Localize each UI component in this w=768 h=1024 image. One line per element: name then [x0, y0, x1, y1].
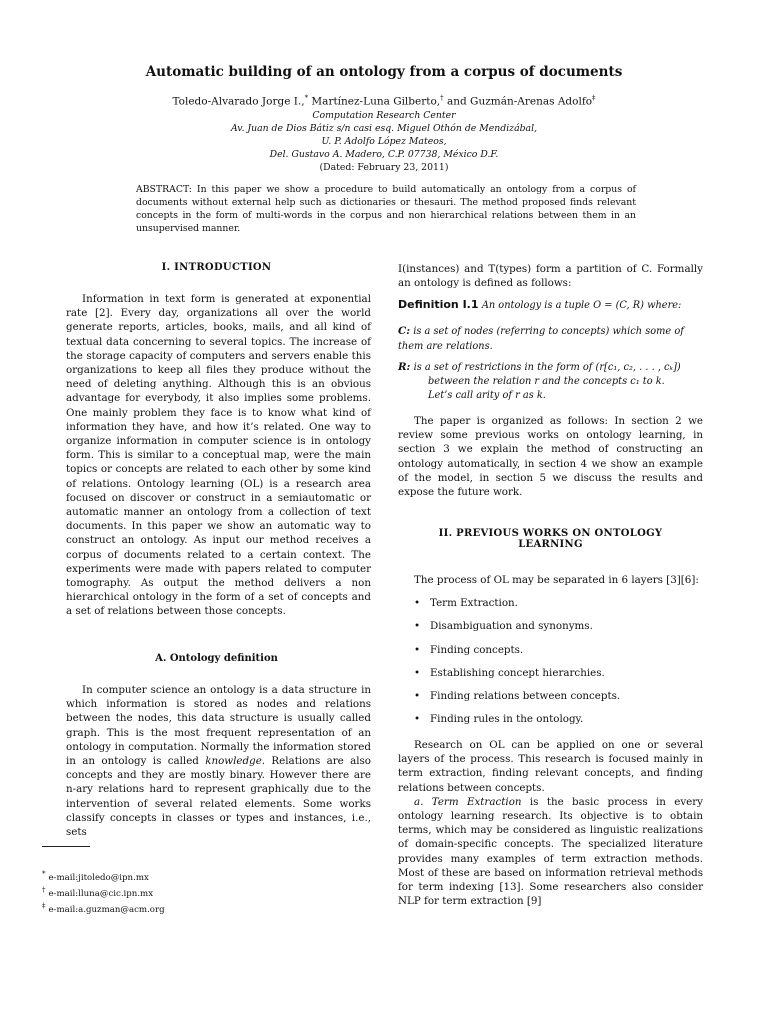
ontdef-knowledge: knowledge: [205, 755, 262, 768]
organization-paragraph: The paper is organized as follows: In section 2 we review some previous works on ontology learning, in section 3 we explain the method of constructing an ontology automatically, in section 4 we show an example of the model, in section 5 we discuss the results and expose the future work.: [398, 415, 703, 499]
author-list: [0, 94, 768, 108]
section-heading-previous-works: II. PREVIOUS WORKS ON ONTOLOGY LEARNING: [438, 528, 663, 550]
list-item: • Establishing concept hierarchies.: [414, 666, 605, 679]
affiliation-line: Del. Gustavo A. Madero, C.P. 07738, México D.F.: [269, 149, 499, 160]
list-item: • Finding concepts.: [414, 643, 524, 656]
layers-intro: The process of OL may be separated in 6 layers [3][6]:: [414, 574, 699, 586]
footnote-rule: [42, 846, 90, 847]
author-2: Martínez-Luna Gilberto,: [308, 95, 441, 108]
list-item: • Disambiguation and synonyms.: [414, 620, 593, 633]
layers-list: [414, 597, 719, 737]
affiliation-line: U. P. Adolfo López Mateos,: [321, 136, 447, 147]
list-item: • Finding rules in the ontology.: [414, 713, 584, 726]
dated-line: (Dated: February 23, 2011): [319, 162, 449, 173]
definition-block: [398, 298, 708, 313]
subsection-heading-ontology-definition: A. Ontology definition: [155, 653, 278, 664]
ontdef-text-1: In computer science an ontology is a data structure in which information is stored as nodes and relations between the nodes, this data structure is usually called graph. This is the most frequent representation of an ontology in computation. Normally the information stored in an ontology is called: [66, 684, 371, 768]
introduction-paragraph: [66, 292, 371, 619]
author-1: Toledo-Alvarado Jorge I.,: [172, 95, 305, 108]
definition-text: An ontology is a tuple O = (C, R) where:: [481, 300, 682, 311]
affiliation-line: Computation Research Center: [312, 110, 456, 121]
affiliation-line: Av. Juan de Dios Bátiz s/n casi esq. Miguel Othón de Mendizábal,: [230, 123, 538, 134]
ontology-definition-paragraph: [66, 683, 371, 839]
footnote: * e-mail:jitoledo@ipn.mx: [42, 870, 149, 883]
definition-c: C: is a set of nodes (referring to concepts) which some of them are relations.: [398, 325, 684, 353]
footnote: ‡ e-mail:a.guzman@acm.org: [42, 901, 165, 915]
paper-title: Automatic building of an ontology from a corpus of documents: [145, 64, 623, 80]
ontdef-text-2: . Relations are also concepts and they are mostly binary. However there are n-ary relations hard to represent graphically due to the intervention of several related elements. Some works classify concepts in classes or types and instances, i.e., sets: [66, 755, 371, 839]
term-extraction-text: is the basic process in every ontology learning research. Its objective is to obtain terms, which may be considered as linguistic realizations of domain-specific concepts. The specialized literature provides many examples of term extraction methods. Most of these are based on information retrieval methods for term indexing [13]. Some researchers also consider NLP for term extraction [9]: [398, 795, 703, 908]
definition-r: R: is a set of restrictions in the form of (r[c₁, c₂, . . . , cₖ]) between the relation r and the concepts c₁ to k. Let’s call arity of r as k.: [398, 361, 681, 402]
footnotes: [42, 868, 282, 916]
author-3: and Guzmán-Arenas Adolfo: [443, 95, 593, 108]
author-2-mark: †: [440, 94, 444, 102]
author-3-mark: ‡: [592, 94, 596, 102]
research-paragraph: Research on OL can be applied on one or several layers of the process. This research is focused mainly in term extraction, finding relevant concepts, and finding relations between concepts. a. Term Extraction is the basic process in every ontology learning research. Its objective is to obtain terms, which may be considered as linguistic realizations of domain-specific concepts. The specialized literature provides many examples of term extraction methods. Most of these are based on information retrieval methods for term indexing [13]. Some researchers also consider NLP for term extraction [9]: [398, 739, 703, 908]
definition-label: Definition I.1: [398, 298, 479, 311]
footnote: † e-mail:lluna@cic.ipn.mx: [42, 885, 154, 899]
ontology-definition-continued: I(instances) and T(types) form a partition of C. Formally an ontology is defined as follows:: [398, 263, 703, 290]
list-item: • Term Extraction.: [414, 597, 518, 609]
intro-text: Information in text form is generated at exponential rate [2]. Every day, organizations all over the world generate reports, articles, books, mails, and all kind of textual data concerning to several topics. The increase of the storage capacity of computers and servers enable this organizations to keep all files they produce without the need of deleting anything. Although this is an obvious advantage for everybody, it also implies some problems. One mainly problem they face is to know what kind of information they have, and how it’s related. One way to organize information in computer science is in ontology form. This is similar to a conceptual map, were the main topics or concepts are related to each other by some kind of relations. Ontology learning (OL) is a research area focused on discover or construct in a semiautomatic or automatic manner an ontology from a collection of text documents. In this paper we show an automatic way to construct an ontology. As input our method receives a corpus of documents related to a certain context. The experiments were made with papers related to computer tomography. As output the method delivers a non hierarchical ontology in the form of a set of concepts and a set of relations between those concepts.: [66, 293, 371, 618]
term-extraction-label: a. Term Extraction: [414, 795, 522, 808]
list-item: • Finding relations between concepts.: [414, 690, 621, 703]
abstract: ABSTRACT: In this paper we show a procedure to build automatically an ontology from a corpus of documents without external help such as dictionaries or thesauri. The method proposed finds relevant concepts in the form of multi-words in the corpus and non hierarchical relations between them in an unsupervised manner.: [136, 184, 636, 234]
section-heading-introduction: I. INTRODUCTION: [161, 262, 272, 273]
author-1-mark: *: [304, 94, 309, 102]
